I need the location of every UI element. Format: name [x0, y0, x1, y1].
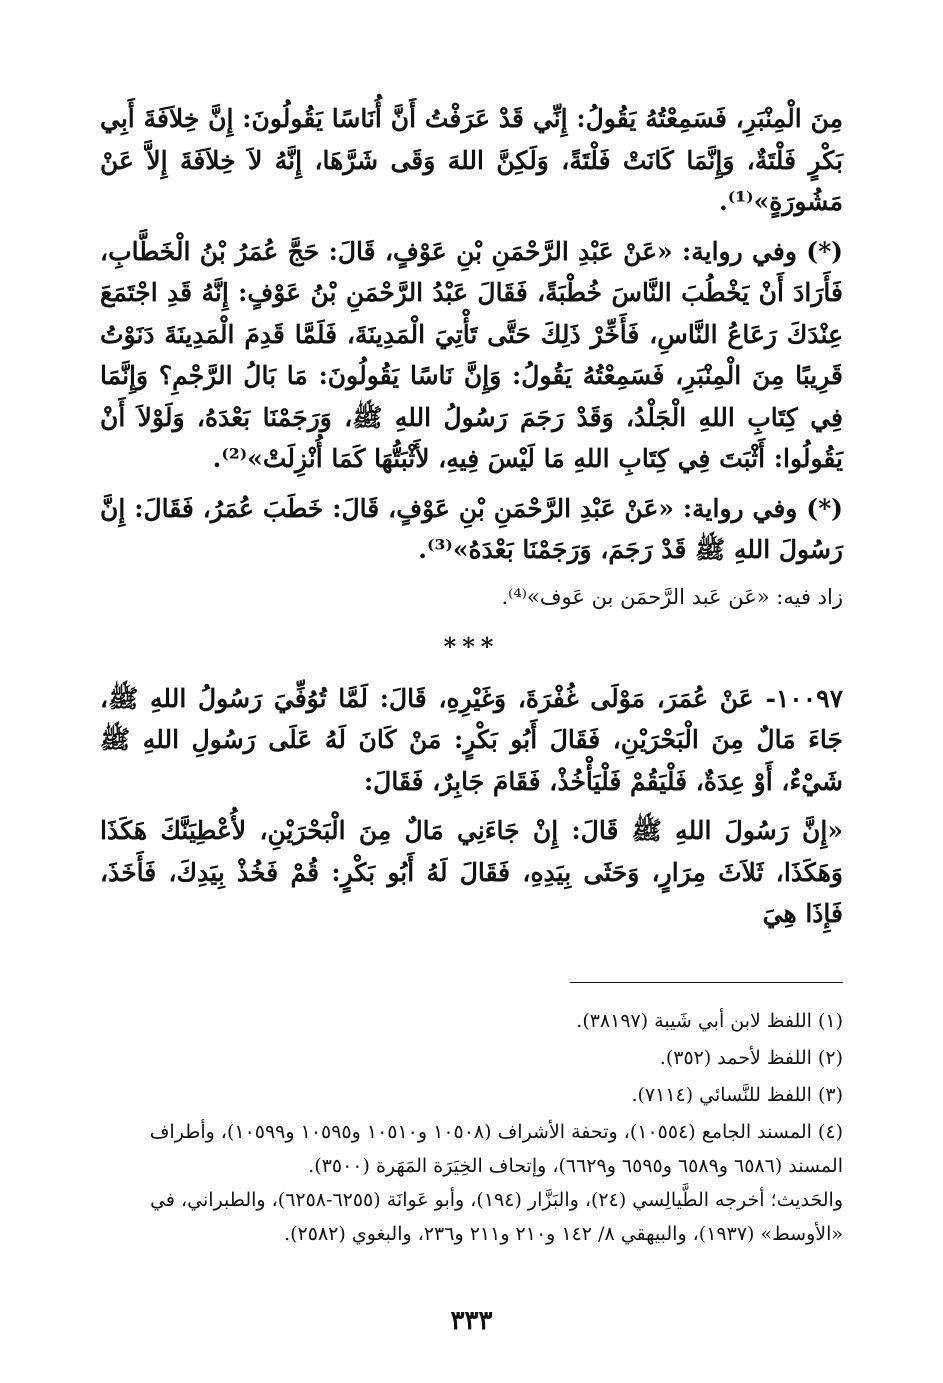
- footnote-3: (٣) اللفظ للنَّسائي (٧١١٤).: [631, 1084, 843, 1106]
- footnotes: [100, 1004, 843, 1251]
- hadith-paragraph-2: «إِنَّ رَسُولَ اللهِ ﷺ قَالَ: إِنْ جَاءَنِي مَالٌ مِنَ الْبَحْرَيْنِ، لأُعْطِيَنَّكَ هَكَذَا وَهَكَذَا، ثَلاَثَ مِرَارٍ، وَحَثَى بِيَدِهِ، فَقَالَ لَهُ أَبُو بَكْرٍ: قُمْ فَخُذْ بِيَدِكَ، فَأَخَذَ، فَإِذَا هِيَ: [100, 816, 843, 928]
- page-number: ٣٣٣: [450, 1306, 493, 1336]
- paragraph-narration-2: (*) وفي رواية: «عَنْ عَبْدِ الرَّحْمَنِ بْنِ عَوْفٍ، قَالَ: خَطَبَ عُمَرُ، فَقَالَ: إِنَّ رَسُولَ اللهِ ﷺ قَدْ رَجَمَ، وَرَجَمْنَا بَعْدَهُ»⁽³⁾.: [100, 493, 843, 564]
- paragraph-narration-1: (*) وفي رواية: «عَنْ عَبْدِ الرَّحْمَنِ بْنِ عَوْفٍ، قَالَ: حَجَّ عُمَرُ بْنُ الْخَطَّابِ، فَأَرَادَ أَنْ يَخْطُبَ النَّاسَ خُطْبَةً، فَقَالَ عَبْدُ الرَّحْمَنِ بْنُ عَوْفٍ: إِنَّهُ قَدِ اجْتَمَعَ عِنْدَكَ رَعَاعُ النَّاسِ، فَأَخِّرْ ذَلِكَ حَتَّى تَأْتِيَ الْمَدِينَةَ، فَلَمَّا قَدِمَ الْمَدِينَةَ دَنَوْتُ قَرِيبًا مِنَ الْمِنْبَرِ، فَسَمِعْتُهُ يَقُولُ: وَإِنَّ نَاسًا يَقُولُونَ: مَا بَالُ الرَّجْمِ؟ وَإِنَّمَا فِي كِتَابِ اللهِ الْجَلْدُ، وَقَدْ رَجَمَ رَسُولُ اللهِ ﷺ، وَرَجَمْنَا بَعْدَهُ، وَلَوْلاَ أَنْ يَقُولُوا: أَثْبَتَ فِي كِتَابِ اللهِ مَا لَيْسَ فِيهِ، لأَثْبَتُّهَا كَمَا أُنْزِلَتْ»⁽²⁾.: [100, 236, 843, 473]
- footnote-2: (٢) اللفظ لأحمد (٣٥٢).: [659, 1047, 843, 1069]
- footnote-1: (١) اللفظ لابن أبي شَيبة (٣٨١٩٧).: [576, 1010, 843, 1032]
- footnote-4-continuation: والحَديث؛ أخرجه الطَّيالِسي (٢٤)، والبَزَّار (١٩٤)، وأبو عَوانَة (٦٢٥٥-٦٢٥٨)، والطبراني، في «الأوسط» (١٩٣٧)، والبيهقي ٨/ ١٤٢ و٢١٠ و٢١١ و٢٣٦، والبغوي (٢٥٨٢).: [150, 1189, 843, 1245]
- paragraph-continuation: مِنَ الْمِنْبَرِ، فَسَمِعْتُهُ يَقُولُ: إِنِّي قَدْ عَرَفْتُ أَنَّ أُنَاسًا يَقُولُونَ: إِنَّ خِلاَفَةَ أَبِي بَكْرٍ فَلْتَةٌ، وَإِنَّمَا كَانَتْ فَلْتَةً، وَلَكِنَّ اللهَ وَقَى شَرَّهَا، إِنَّهُ لاَ خِلاَفَةَ إِلاَّ عَنْ مَشُورَةٍ»⁽¹⁾.: [100, 104, 843, 216]
- footnote-divider: [570, 982, 843, 983]
- hadith-paragraph-1: ١٠٠٩٧- عَنْ عُمَرَ، مَوْلَى غُفْرَةَ، وَغَيْرِهِ، قَالَ: لَمَّا تُوُفِّيَ رَسُولُ اللهِ ﷺ، جَاءَ مَالٌ مِنَ الْبَحْرَيْنِ، فَقَالَ أَبُو بَكْرٍ: مَنْ كَانَ لَهُ عَلَى رَسُولِ اللهِ ﷺ شَيْءٌ، أَوْ عِدَةٌ، فَلْيَقُمْ فَلْيَأْخُذْ، فَقَامَ جَابِرٌ، فَقَالَ:: [100, 683, 843, 796]
- footnote-4: (٤) المسند الجامع (١٠٥٥٤)، وتحفة الأشراف (١٠٥٠٨ و١٠٥١٠ و١٠٥٩٥ و١٠٥٩٩)، وأطراف المسند (٦٥٨٦ و٦٥٨٩ و٦٥٩٥ و٦٦٢٩)، وإتحاف الخِيَرَة المَهَرة (٣٥٠٠).: [149, 1121, 843, 1177]
- section-separator: ***: [443, 632, 500, 661]
- main-text: [100, 98, 843, 943]
- addition-note: زاد فيه: «عَن عَبد الرَّحمَن بن عَوف»⁽⁴⁾.: [501, 584, 843, 609]
